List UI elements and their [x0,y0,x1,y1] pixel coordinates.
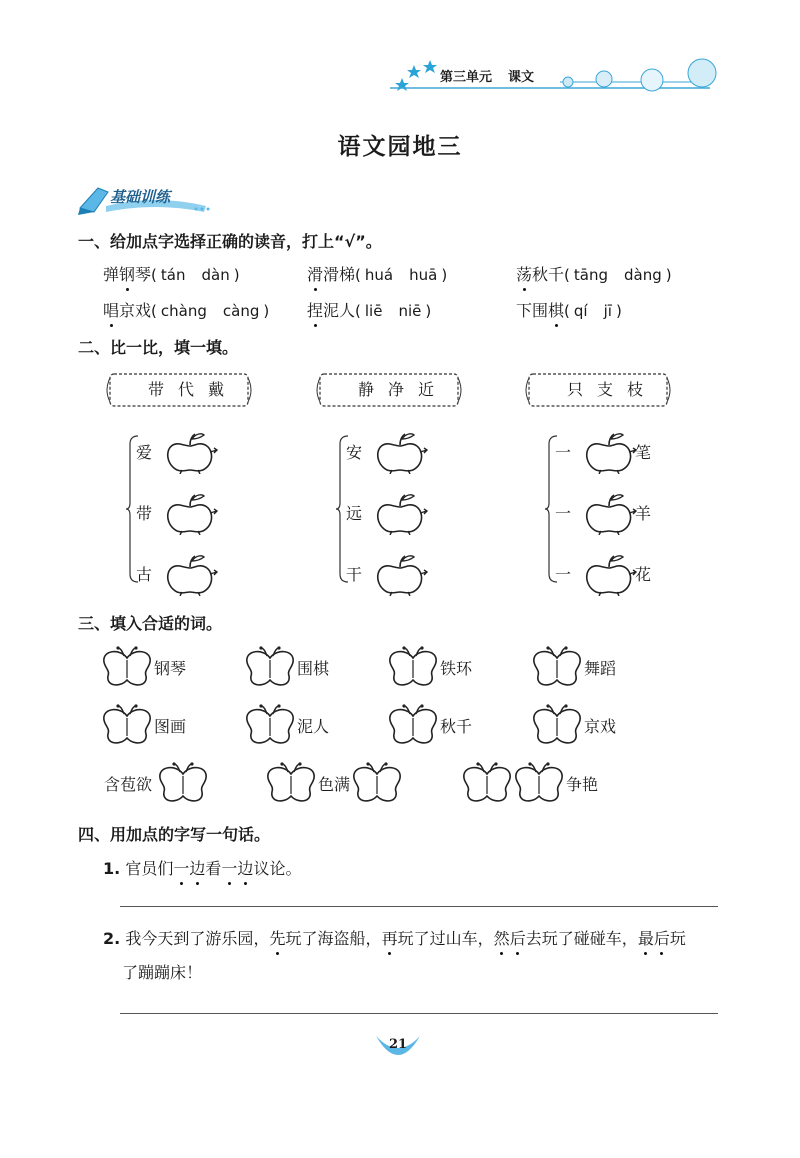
butterfly-blank-icon[interactable] [156,762,210,806]
q3-word: 色满 [318,775,351,794]
sentence-char: 园 [237,929,254,948]
sentence-char: 到 [173,929,190,948]
pinyin-option[interactable]: càng [222,302,260,320]
paren-open: ( [355,266,361,284]
paren-open: ( [151,266,157,284]
butterfly-blank-icon[interactable] [386,646,440,690]
item-text: 弹 [103,265,120,284]
group-left-char: 远 [346,504,363,523]
dotted-char: 后 [654,926,670,949]
pinyin-option[interactable]: tāng [573,266,608,284]
answer-line-1[interactable] [120,906,718,907]
dotted-char: 唱 [103,298,119,321]
sentence-char: 蹦 [138,963,155,982]
group-left-char: 一 [555,565,572,584]
sentence-char: ， [365,929,382,948]
paren-close: ) [425,302,432,320]
paren-close: ) [441,266,448,284]
item-text: 下围 [516,301,549,320]
butterfly-blank[interactable] [100,704,154,752]
apple-blank-icon[interactable] [581,491,637,535]
page-title: 语文园地三 [337,133,463,160]
item-text: 秋千 [532,265,565,284]
q4-sentence-1 [103,856,301,879]
butterfly-blank-icon[interactable] [460,762,514,806]
butterfly-blank-icon[interactable] [512,762,566,806]
q4-s1-text [125,859,301,878]
dotted-char: 然 [494,926,510,949]
apple-blank-icon[interactable] [162,491,218,535]
sentence-char: ， [253,929,270,948]
apple-blank[interactable] [581,552,637,600]
dotted-char: 边 [189,856,205,879]
sentence-char: 论 [269,859,286,878]
dotted-char: 一 [221,856,237,879]
sentence-char: 了 [122,963,139,982]
pinyin-item [103,262,240,285]
butterfly-blank-icon[interactable] [100,704,154,748]
butterfly-blank[interactable] [264,762,318,810]
butterfly-blank-icon[interactable] [264,762,318,806]
q3-word: 铁环 [440,659,473,678]
item-text: 琴 [135,265,152,284]
word-box-text: 带代戴 [147,380,238,399]
dotted-char: 棋 [548,298,564,321]
page-number: 21 [388,1037,408,1052]
dotted-char: 滑 [307,262,323,285]
butterfly-blank-icon[interactable] [243,704,297,748]
sentence-char: ， [621,929,638,948]
q3-word: 图画 [154,717,187,736]
q3-word: 围棋 [297,659,330,678]
pinyin-item [307,262,447,285]
butterfly-blank[interactable] [386,646,440,694]
paren-open: ( [564,302,570,320]
sentence-char: 车 [461,929,478,948]
apple-blank-icon[interactable] [581,430,637,474]
sentence-char: 玩 [541,929,558,948]
group-right-char: 花 [635,565,652,584]
paren-open: ( [151,302,157,320]
q3-word: 秋千 [440,717,473,736]
pinyin-option[interactable]: tán [160,266,186,284]
dotted-char: 再 [382,926,398,949]
apple-blank[interactable] [581,491,637,539]
butterfly-blank-icon[interactable] [350,762,404,806]
sentence-char: ， [477,929,494,948]
sentence-char: ！ [186,963,203,982]
sentence-char: 去 [525,929,542,948]
q4-s1-num: 1. [103,859,121,878]
sentence-char: 山 [445,929,462,948]
apple-blank-icon[interactable] [162,552,218,596]
q4-heading: 四、用加点的字写一句话。 [78,825,271,844]
pinyin-option[interactable]: dàng [624,266,662,284]
sentence-char: 蹦 [154,963,171,982]
header-type: 课文 [508,70,535,85]
pinyin-option[interactable]: jī [603,302,612,320]
dotted-char: 捏 [307,298,323,321]
pinyin-option[interactable]: chàng [160,302,207,320]
item-text: 京戏 [119,301,152,320]
butterfly-blank-icon[interactable] [100,646,154,690]
butterfly-blank[interactable] [530,646,584,694]
butterfly-blank[interactable] [243,646,297,694]
dotted-char: 边 [237,856,253,879]
butterfly-blank[interactable] [156,762,210,810]
q3-word: 钢琴 [154,659,187,678]
q3-word: 舞蹈 [584,659,617,678]
sentence-char: 今 [141,929,158,948]
group-left-char: 古 [136,565,153,584]
group-right-char: 羊 [635,504,652,523]
apple-blank-icon[interactable] [372,491,428,535]
apple-blank[interactable] [162,552,218,600]
group-left-char: 爱 [136,443,153,462]
butterfly-blank[interactable] [243,704,297,752]
apple-blank[interactable] [162,491,218,539]
sentence-char: 玩 [669,929,686,948]
q3-word: 泥人 [297,717,330,736]
apple-blank[interactable] [372,491,428,539]
sentence-char: 我 [125,929,142,948]
paren-close: ) [615,302,622,320]
group-left-char: 安 [346,443,363,462]
group-left-char: 带 [136,504,153,523]
dotted-char: 一 [173,856,189,879]
sentence-char: 车 [605,929,622,948]
butterfly-blank[interactable] [512,762,566,810]
word-box [104,370,254,410]
header-unit: 第三单元 [440,70,493,85]
apple-blank-icon[interactable] [372,430,428,474]
star-icon [395,60,437,91]
group-left-char: 干 [346,565,363,584]
apple-blank[interactable] [372,430,428,478]
pinyin-option[interactable]: niē [398,302,422,320]
butterfly-blank[interactable] [386,704,440,752]
dotted-char: 后 [510,926,526,949]
q3-word: 京戏 [584,717,617,736]
apple-blank-icon[interactable] [162,430,218,474]
sentence-char: 了 [189,929,206,948]
sentence-char: 议 [253,859,270,878]
dotted-char: 钢 [119,262,135,285]
sentence-char: 海 [317,929,334,948]
group-right-char: 笔 [635,443,652,462]
q1-heading: 一、给加点字选择正确的读音，打上“√”。 [78,232,382,251]
group-left-char: 一 [555,504,572,523]
word-box-text: 静净近 [357,380,448,399]
pinyin-item [103,298,269,321]
sentence-char: 看 [205,859,222,878]
pinyin-item [516,262,672,285]
pinyin-item [516,298,622,321]
butterfly-blank-icon[interactable] [243,646,297,690]
dotted-char: 最 [638,926,654,949]
sentence-char: 了 [413,929,430,948]
apple-blank[interactable] [162,430,218,478]
dotted-char: 先 [269,926,285,949]
butterfly-blank[interactable] [460,762,514,810]
q3-heading: 三、填入合适的词。 [78,614,223,633]
paren-close: ) [263,302,270,320]
pinyin-option[interactable]: qí [573,302,588,320]
butterfly-blank-icon[interactable] [530,704,584,748]
sentence-char: 过 [429,929,446,948]
sentence-char: 碰 [589,929,606,948]
sentence-char: 乐 [221,929,238,948]
sentence-char: 游 [205,929,222,948]
butterfly-blank-icon[interactable] [530,646,584,690]
butterfly-blank[interactable] [530,704,584,752]
sentence-char: 们 [157,859,174,878]
sentence-char: 玩 [397,929,414,948]
paren-open: ( [355,302,361,320]
sentence-char: 了 [557,929,574,948]
q3-word: 含苞欲 [104,775,153,794]
paren-close: ) [665,266,672,284]
q4-s2-line2 [122,960,202,983]
sentence-char: 碰 [573,929,590,948]
q4-s2-num: 2. [103,929,121,948]
butterfly-blank[interactable] [100,646,154,694]
sentence-char: 床 [170,963,187,982]
sentence-char: 玩 [285,929,302,948]
word-box [314,370,464,410]
dotted-char: 荡 [516,262,532,285]
pinyin-option[interactable]: huā [409,266,438,284]
pinyin-option[interactable]: huá [364,266,394,284]
apple-blank-icon[interactable] [372,552,428,596]
apple-blank[interactable] [372,552,428,600]
word-box [523,370,673,410]
butterfly-blank[interactable] [350,762,404,810]
item-text: 泥人 [323,301,356,320]
sentence-char: 官 [125,859,142,878]
pinyin-option[interactable]: liē [364,302,383,320]
q3-word: 争艳 [566,775,599,794]
q4-s2-line1 [125,929,686,948]
section-badge: 基础训练 [110,188,171,206]
q2-heading: 二、比一比，填一填。 [78,338,239,357]
pinyin-option[interactable]: dàn [201,266,230,284]
sentence-char: 船 [349,929,366,948]
sentence-char: 员 [141,859,158,878]
group-left-char: 一 [555,443,572,462]
answer-line-2[interactable] [120,1013,718,1014]
paren-close: ) [233,266,240,284]
sentence-char: 。 [285,859,302,878]
pinyin-item [307,298,431,321]
word-box-text: 只支枝 [566,380,657,399]
apple-blank[interactable] [581,430,637,478]
apple-blank-icon[interactable] [581,552,637,596]
sentence-char: 了 [301,929,318,948]
paren-open: ( [564,266,570,284]
sentence-char: 天 [157,929,174,948]
q4-sentence-2 [103,926,686,949]
butterfly-blank-icon[interactable] [386,704,440,748]
item-text: 滑梯 [323,265,356,284]
sentence-char: 盗 [333,929,350,948]
